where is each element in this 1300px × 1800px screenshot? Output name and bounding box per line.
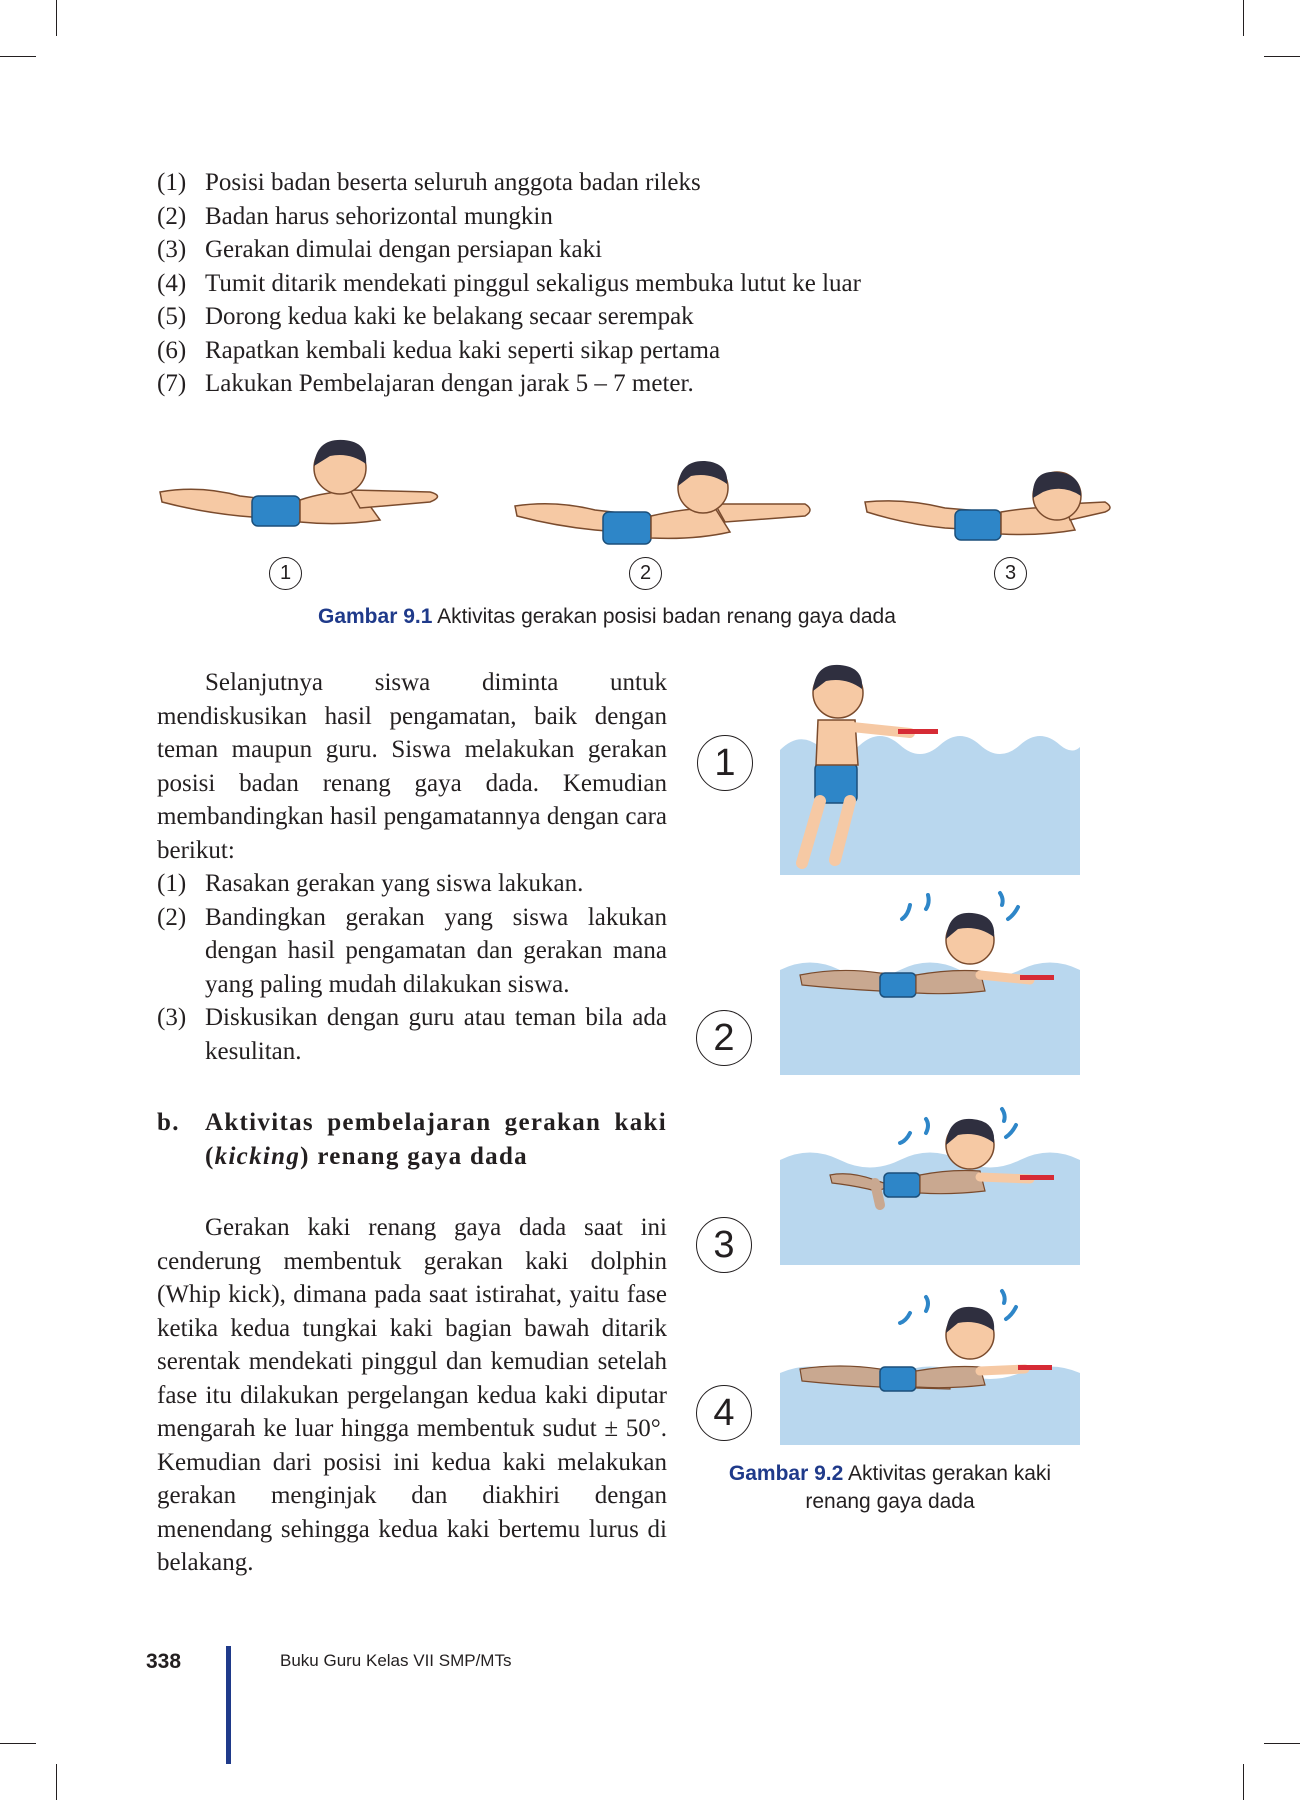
- left-column: [157, 666, 667, 1580]
- figure-9-2-caption: Gambar 9.2 Aktivitas gerakan kaki renang gaya dada: [728, 1462, 1052, 1513]
- list-item: (4) Tumit ditarik mendekati pinggul sekaligus membuka lutut ke luar: [157, 269, 861, 297]
- section-heading: b. Aktivitas pembelajaran gerakan kaki (kicking) renang gaya dada: [157, 1109, 667, 1170]
- list-item: (5) Dorong kedua kaki ke belakang secaar serempak: [157, 303, 694, 330]
- crop-mark: [1243, 1764, 1244, 1800]
- book-title: Buku Guru Kelas VII SMP/MTs: [280, 1651, 512, 1670]
- crop-mark: [1264, 1743, 1300, 1744]
- list-item: (3) Diskusikan dengan guru atau teman bila ada kesulitan.: [157, 1004, 667, 1065]
- figure-number-badge: 2: [629, 557, 662, 590]
- compare-steps: [157, 867, 667, 1068]
- footer-divider: [226, 1646, 231, 1764]
- list-item: (1) Rasakan gerakan yang siswa lakukan.: [157, 870, 584, 897]
- kick-panel-4: [780, 1285, 1080, 1445]
- body-position-steps: [157, 166, 1157, 401]
- swimmer-illustration: [865, 472, 1110, 540]
- list-item: (1) Posisi badan beserta seluruh anggota badan rileks: [157, 169, 701, 196]
- figure-number-badge: 1: [697, 735, 753, 791]
- crop-mark: [1264, 56, 1300, 57]
- crop-mark: [56, 1764, 57, 1800]
- page-number: 338: [146, 1650, 182, 1673]
- swimmer-illustration: [515, 461, 810, 544]
- kick-panel-2: [780, 885, 1080, 1075]
- list-item: (3) Gerakan dimulai dengan persiapan kaki: [157, 236, 603, 263]
- kick-paragraph: Gerakan kaki renang gaya dada saat ini cenderung membentuk gerakan kaki dolphin (Whip kick), dimana pada saat istirahat, yaitu fase ketika kedua tungkai kaki bagian bawah ditarik serentak mendekati pinggul dan kemudian setelah fase itu dilakukan pergelangan kedua kaki diputar mengarah ke luar hingga membentuk sudut ± 50°. Kemudian dari posisi ini kedua kaki melakukan gerakan menginjak dan diakhiri dengan menendang sehingga kedua kaki bertemu lurus di belakang.: [157, 1214, 667, 1576]
- intro-paragraph: Selanjutnya siswa diminta untuk mendiskusikan hasil pengamatan, baik dengan teman maupun guru. Siswa melakukan gerakan posisi badan renang gaya dada. Kemudian membandingkan hasil pengamatannya dengan cara berikut:: [157, 669, 667, 864]
- figure-number-badge: 3: [696, 1217, 752, 1273]
- list-item: (2) Bandingkan gerakan yang siswa lakukan dengan hasil pengamatan dan gerakan mana yang paling mudah dilakukan siswa.: [157, 903, 667, 998]
- list-item: (6) Rapatkan kembali kedua kaki seperti sikap pertama: [157, 336, 721, 364]
- figure-number-badge: 1: [269, 557, 302, 590]
- kick-panel-3: [780, 1105, 1080, 1265]
- figure-9-1-caption: Gambar 9.1 Aktivitas gerakan posisi badan renang gaya dada: [318, 605, 896, 628]
- crop-mark: [1243, 0, 1244, 36]
- list-item: (7) Lakukan Pembelajaran dengan jarak 5 – 7 meter.: [157, 370, 694, 397]
- crop-mark: [56, 0, 57, 36]
- kick-panel-1: [780, 655, 1080, 875]
- figure-number-badge: 2: [696, 1010, 752, 1066]
- figure-number-badge: 3: [994, 557, 1027, 590]
- list-item: (2) Badan harus sehorizontal mungkin: [157, 202, 553, 230]
- crop-mark: [0, 1743, 36, 1744]
- figure-number-badge: 4: [696, 1385, 752, 1441]
- swimmer-illustration: [160, 440, 438, 526]
- crop-mark: [0, 56, 36, 57]
